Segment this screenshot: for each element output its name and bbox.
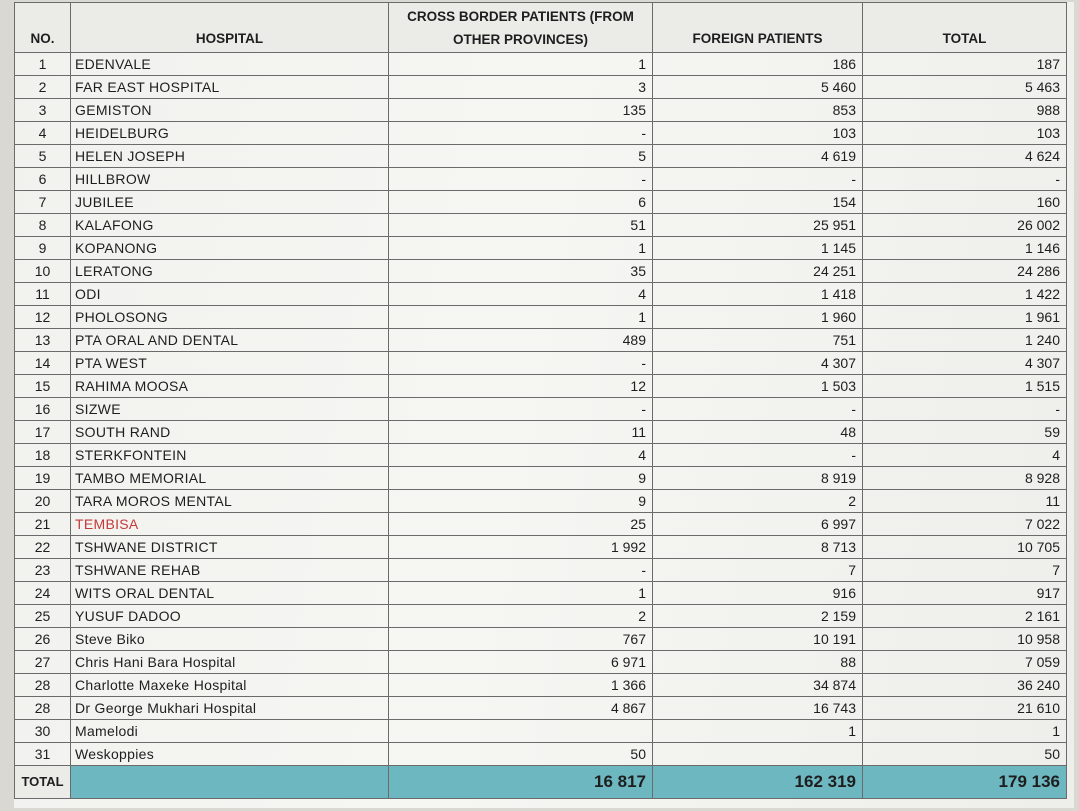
- row-number: 28: [15, 697, 71, 720]
- totals-grand-total: 179 136: [863, 766, 1067, 799]
- hospital-name: Dr George Mukhari Hospital: [71, 697, 389, 720]
- foreign-count: 2 159: [653, 605, 863, 628]
- cross-border-count: -: [389, 168, 653, 191]
- cross-border-count: 4 867: [389, 697, 653, 720]
- header-cross-border-line2: OTHER PROVINCES): [452, 31, 588, 47]
- foreign-count: 186: [653, 53, 863, 76]
- row-number: 18: [15, 444, 71, 467]
- cross-border-count: 1 366: [389, 674, 653, 697]
- hospital-name: RAHIMA MOOSA: [71, 375, 389, 398]
- foreign-count: 34 874: [653, 674, 863, 697]
- table-row: [15, 628, 1067, 651]
- hospital-name: Chris Hani Bara Hospital: [71, 651, 389, 674]
- row-number: 22: [15, 536, 71, 559]
- spreadsheet-sheet: [14, 2, 1074, 808]
- header-total: TOTAL: [863, 3, 1067, 53]
- foreign-count: 103: [653, 122, 863, 145]
- table-row: [15, 260, 1067, 283]
- foreign-count: 1: [653, 720, 863, 743]
- table-row: [15, 513, 1067, 536]
- total-count: 10 705: [863, 536, 1067, 559]
- total-count: 7: [863, 559, 1067, 582]
- foreign-count: 10 191: [653, 628, 863, 651]
- hospital-name: Weskoppies: [71, 743, 389, 766]
- row-number: 1: [15, 53, 71, 76]
- hospital-name: FAR EAST HOSPITAL: [71, 76, 389, 99]
- table-row: [15, 191, 1067, 214]
- cross-border-count: [389, 720, 653, 743]
- table-row: [15, 444, 1067, 467]
- hospital-name: HEIDELBURG: [71, 122, 389, 145]
- table-row: [15, 674, 1067, 697]
- hospital-name: KOPANONG: [71, 237, 389, 260]
- cross-border-count: 12: [389, 375, 653, 398]
- hospital-name: Charlotte Maxeke Hospital: [71, 674, 389, 697]
- cross-border-count: -: [389, 122, 653, 145]
- header-row: [15, 3, 1067, 53]
- row-number: 10: [15, 260, 71, 283]
- hospital-name: SOUTH RAND: [71, 421, 389, 444]
- row-number: 5: [15, 145, 71, 168]
- foreign-count: 751: [653, 329, 863, 352]
- cross-border-count: 1: [389, 306, 653, 329]
- hospital-name: TARA MOROS MENTAL: [71, 490, 389, 513]
- totals-foreign: 162 319: [653, 766, 863, 799]
- row-number: 16: [15, 398, 71, 421]
- total-count: 24 286: [863, 260, 1067, 283]
- hospital-name: PHOLOSONG: [71, 306, 389, 329]
- table-row: [15, 214, 1067, 237]
- total-count: 1 961: [863, 306, 1067, 329]
- total-count: 5 463: [863, 76, 1067, 99]
- foreign-count: 48: [653, 421, 863, 444]
- foreign-count: 24 251: [653, 260, 863, 283]
- foreign-count: 88: [653, 651, 863, 674]
- table-row: [15, 559, 1067, 582]
- hospital-name: TEMBISA: [71, 513, 389, 536]
- table-row: [15, 306, 1067, 329]
- hospital-name: TSHWANE DISTRICT: [71, 536, 389, 559]
- header-no: NO.: [15, 3, 71, 53]
- total-count: 4: [863, 444, 1067, 467]
- foreign-count: 853: [653, 99, 863, 122]
- total-count: 1 146: [863, 237, 1067, 260]
- row-number: 28: [15, 674, 71, 697]
- cross-border-count: 25: [389, 513, 653, 536]
- foreign-count: 6 997: [653, 513, 863, 536]
- hospital-name: JUBILEE: [71, 191, 389, 214]
- cross-border-count: 6: [389, 191, 653, 214]
- table-row: [15, 697, 1067, 720]
- table-row: [15, 237, 1067, 260]
- total-count: 103: [863, 122, 1067, 145]
- hospital-name: PTA WEST: [71, 352, 389, 375]
- total-count: 2 161: [863, 605, 1067, 628]
- table-row: [15, 398, 1067, 421]
- table-row: [15, 375, 1067, 398]
- hospital-name: GEMISTON: [71, 99, 389, 122]
- foreign-count: 4 307: [653, 352, 863, 375]
- table-row: [15, 168, 1067, 191]
- total-count: -: [863, 398, 1067, 421]
- row-number: 25: [15, 605, 71, 628]
- table-row: [15, 352, 1067, 375]
- total-count: 1 422: [863, 283, 1067, 306]
- total-count: 1 515: [863, 375, 1067, 398]
- foreign-count: 8 919: [653, 467, 863, 490]
- cross-border-count: 2: [389, 605, 653, 628]
- foreign-count: 25 951: [653, 214, 863, 237]
- hospital-name: Steve Biko: [71, 628, 389, 651]
- hospital-name: WITS ORAL DENTAL: [71, 582, 389, 605]
- table-row: [15, 651, 1067, 674]
- cross-border-count: 35: [389, 260, 653, 283]
- foreign-count: 916: [653, 582, 863, 605]
- total-count: 50: [863, 743, 1067, 766]
- cross-border-count: 135: [389, 99, 653, 122]
- cross-border-count: 9: [389, 490, 653, 513]
- total-count: 917: [863, 582, 1067, 605]
- total-count: 7 022: [863, 513, 1067, 536]
- row-number: 9: [15, 237, 71, 260]
- hospital-name: ODI: [71, 283, 389, 306]
- cross-border-count: 51: [389, 214, 653, 237]
- table-row: [15, 743, 1067, 766]
- cross-border-count: 767: [389, 628, 653, 651]
- foreign-count: 1 960: [653, 306, 863, 329]
- row-number: 3: [15, 99, 71, 122]
- hospital-name: TAMBO MEMORIAL: [71, 467, 389, 490]
- row-number: 15: [15, 375, 71, 398]
- totals-cross-border: 16 817: [389, 766, 653, 799]
- foreign-count: 1 418: [653, 283, 863, 306]
- hospital-name: HELEN JOSEPH: [71, 145, 389, 168]
- total-count: 1: [863, 720, 1067, 743]
- cross-border-count: 1: [389, 582, 653, 605]
- hospital-name: Mamelodi: [71, 720, 389, 743]
- row-number: 2: [15, 76, 71, 99]
- foreign-count: 8 713: [653, 536, 863, 559]
- foreign-count: [653, 743, 863, 766]
- row-number: 6: [15, 168, 71, 191]
- table-row: [15, 421, 1067, 444]
- total-count: 10 958: [863, 628, 1067, 651]
- row-number: 19: [15, 467, 71, 490]
- row-number: 21: [15, 513, 71, 536]
- row-number: 27: [15, 651, 71, 674]
- header-foreign-patients: FOREIGN PATIENTS: [653, 3, 863, 53]
- total-count: 187: [863, 53, 1067, 76]
- hospital-name: PTA ORAL AND DENTAL: [71, 329, 389, 352]
- hospital-name: EDENVALE: [71, 53, 389, 76]
- hospital-name: STERKFONTEIN: [71, 444, 389, 467]
- total-count: 7 059: [863, 651, 1067, 674]
- total-count: 160: [863, 191, 1067, 214]
- foreign-count: -: [653, 444, 863, 467]
- hospital-name: TSHWANE REHAB: [71, 559, 389, 582]
- total-count: 988: [863, 99, 1067, 122]
- patients-table: [14, 2, 1067, 799]
- row-number: 31: [15, 743, 71, 766]
- hospital-name: YUSUF DADOO: [71, 605, 389, 628]
- cross-border-count: 9: [389, 467, 653, 490]
- total-count: 4 307: [863, 352, 1067, 375]
- foreign-count: 2: [653, 490, 863, 513]
- foreign-count: -: [653, 398, 863, 421]
- table-row: [15, 536, 1067, 559]
- total-count: 8 928: [863, 467, 1067, 490]
- hospital-name: KALAFONG: [71, 214, 389, 237]
- table-row: [15, 605, 1067, 628]
- cross-border-count: 4: [389, 283, 653, 306]
- cross-border-count: -: [389, 398, 653, 421]
- row-number: 23: [15, 559, 71, 582]
- total-count: 59: [863, 421, 1067, 444]
- row-number: 17: [15, 421, 71, 444]
- totals-row: [15, 766, 1067, 799]
- cross-border-count: 50: [389, 743, 653, 766]
- table-row: [15, 582, 1067, 605]
- foreign-count: 4 619: [653, 145, 863, 168]
- row-number: 13: [15, 329, 71, 352]
- hospital-name: HILLBROW: [71, 168, 389, 191]
- foreign-count: 154: [653, 191, 863, 214]
- header-cross-border-line1: CROSS BORDER PATIENTS (FROM: [407, 8, 634, 24]
- table-row: [15, 99, 1067, 122]
- table-row: [15, 76, 1067, 99]
- table-row: [15, 283, 1067, 306]
- cross-border-count: 489: [389, 329, 653, 352]
- hospital-name: LERATONG: [71, 260, 389, 283]
- totals-label: TOTAL: [15, 766, 71, 799]
- total-count: 11: [863, 490, 1067, 513]
- table-row: [15, 467, 1067, 490]
- cross-border-count: 4: [389, 444, 653, 467]
- row-number: 8: [15, 214, 71, 237]
- foreign-count: 5 460: [653, 76, 863, 99]
- row-number: 7: [15, 191, 71, 214]
- foreign-count: 1 145: [653, 237, 863, 260]
- cross-border-count: 1 992: [389, 536, 653, 559]
- cross-border-count: 1: [389, 53, 653, 76]
- total-count: 4 624: [863, 145, 1067, 168]
- cross-border-count: 5: [389, 145, 653, 168]
- row-number: 14: [15, 352, 71, 375]
- row-number: 26: [15, 628, 71, 651]
- total-count: 26 002: [863, 214, 1067, 237]
- header-hospital: HOSPITAL: [71, 3, 389, 53]
- cross-border-count: 6 971: [389, 651, 653, 674]
- table-row: [15, 490, 1067, 513]
- header-cross-border: [389, 3, 653, 53]
- cross-border-count: 3: [389, 76, 653, 99]
- row-number: 24: [15, 582, 71, 605]
- hospital-name: SIZWE: [71, 398, 389, 421]
- foreign-count: 16 743: [653, 697, 863, 720]
- row-number: 4: [15, 122, 71, 145]
- row-number: 30: [15, 720, 71, 743]
- table-row: [15, 329, 1067, 352]
- table-row: [15, 122, 1067, 145]
- foreign-count: 1 503: [653, 375, 863, 398]
- row-number: 20: [15, 490, 71, 513]
- row-number: 12: [15, 306, 71, 329]
- table-row: [15, 720, 1067, 743]
- table-row: [15, 53, 1067, 76]
- table-row: [15, 145, 1067, 168]
- cross-border-count: 1: [389, 237, 653, 260]
- total-count: -: [863, 168, 1067, 191]
- total-count: 21 610: [863, 697, 1067, 720]
- totals-spacer: [71, 766, 389, 799]
- row-number: 11: [15, 283, 71, 306]
- cross-border-count: -: [389, 352, 653, 375]
- foreign-count: -: [653, 168, 863, 191]
- cross-border-count: 11: [389, 421, 653, 444]
- cross-border-count: -: [389, 559, 653, 582]
- total-count: 36 240: [863, 674, 1067, 697]
- foreign-count: 7: [653, 559, 863, 582]
- total-count: 1 240: [863, 329, 1067, 352]
